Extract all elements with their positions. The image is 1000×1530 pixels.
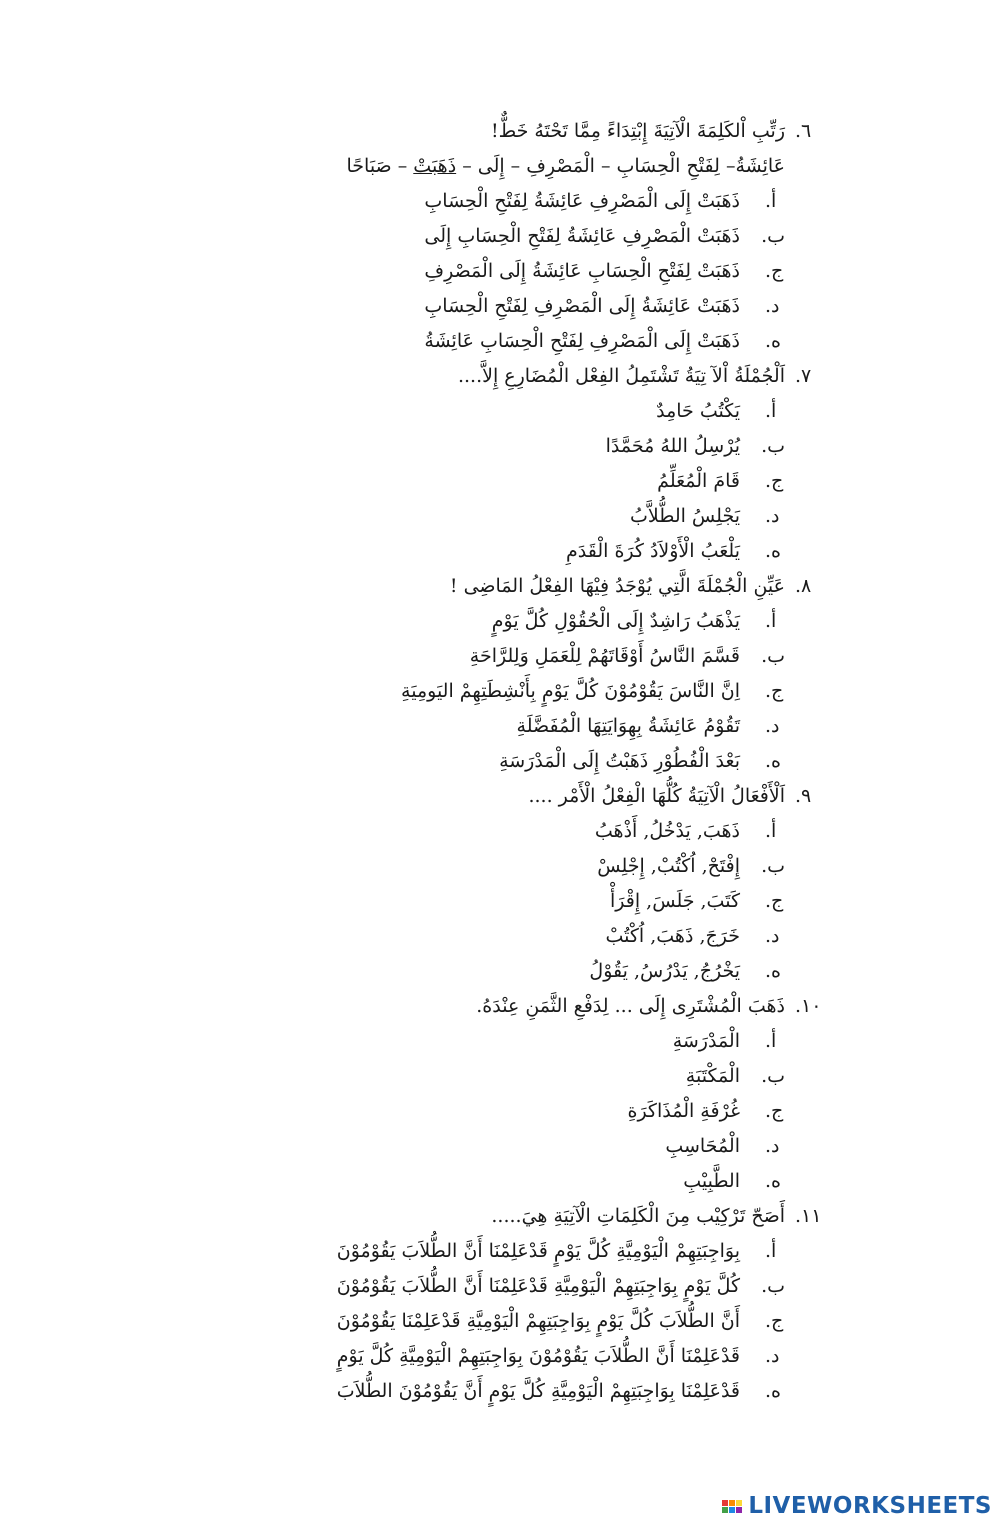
question-6-prompt: رَتِّبِ اْلكَلِمَةَ الْآتِيَةَ إِبْتِدَاءً مِمَّا تَحْتَهُ خَطٌّ! xyxy=(490,120,785,142)
logo-block xyxy=(729,1500,735,1506)
option-letter: ه. xyxy=(765,330,781,352)
logo-text: LIVEWORKSHEETS xyxy=(748,1493,992,1519)
option-letter: ج. xyxy=(765,470,784,492)
question-9-option-c[interactable]: كَتَبَ, جَلَسَ, إِقْرَأْ xyxy=(610,890,740,912)
question-8-option-e[interactable]: بَعْدَ الْفُطُوْرِ ذَهَبْتُ إِلَى الْمَدْرَسَةِ xyxy=(499,750,740,772)
option-letter: ب. xyxy=(761,1065,785,1087)
question-6-number: .٦ xyxy=(795,120,812,142)
question-10-option-b[interactable]: الْمَكْتَبَةِ xyxy=(685,1065,740,1087)
option-letter: ب. xyxy=(761,645,785,667)
logo-block xyxy=(736,1500,742,1506)
question-10-number: .١٠ xyxy=(795,995,822,1017)
question-11-prompt: أَصَحّ تَرْكِيْب مِنَ الْكَلِمَاتِ الْآتِيَةِ هِيَ..... xyxy=(491,1205,785,1227)
option-letter: أ. xyxy=(765,610,777,632)
option-letter: د. xyxy=(765,1135,780,1157)
question-11-option-d[interactable]: قَدْعَلِمْنَا أَنَّ الطُّلاَبَ يَقُوْمُوْنَ بِوَاجِبَتِهِمْ الْيَوْمِيَّةِ كُلَّ يَوْمٍ xyxy=(336,1345,740,1367)
question-7-option-b[interactable]: يُرْسِلُ اللهُ مُحَمَّدًا xyxy=(605,435,740,457)
question-10-prompt: ذَهَبَ الْمُشْتَرِى إِلَى ... لِدَفْعِ الثَّمَنِ عِنْدَهُ. xyxy=(476,995,785,1017)
option-letter: أ. xyxy=(765,1030,777,1052)
option-letter: ه. xyxy=(765,540,781,562)
question-7-option-e[interactable]: يَلْعَبُ الْأَوْلاَدُ كُرَةَ الْقَدَمِ xyxy=(565,540,740,562)
question-10-option-e[interactable]: الطَّبِيْبِ xyxy=(683,1170,740,1192)
question-11-option-a[interactable]: بِوَاجِبَتِهِمْ الْيَوْمِيَّةِ كُلَّ يَوْمٍ قَدْعَلِمْنَا أَنَّ الطُّلاَبَ يَقُوْمُوْنَ xyxy=(336,1240,740,1262)
option-letter: ه. xyxy=(765,1170,781,1192)
question-8-option-c[interactable]: اِنَّ النَّاسَ يَقُوْمُوْنَ كُلَّ يَوْمٍ بِأَنْشِطَتِهِمْ اليَومِيَةِ xyxy=(401,680,740,702)
option-letter: د. xyxy=(765,295,780,317)
question-9-option-a[interactable]: ذَهَبَ, يَدْخُلُ, أَذْهَبُ xyxy=(594,820,740,842)
question-11-number: .١١ xyxy=(795,1205,822,1227)
question-6-option-c[interactable]: ذَهَبَتْ لِفَتْحِ الْحِسَابِ عَائِشَةُ إِلَى الْمَصْرِفِ xyxy=(424,260,740,282)
question-10-option-d[interactable]: الْمُحَاسِبِ xyxy=(665,1135,740,1157)
option-letter: ب. xyxy=(761,1275,785,1297)
option-letter: د. xyxy=(765,715,780,737)
question-8-number: .٨ xyxy=(795,575,812,597)
question-10-option-c[interactable]: غُرْفَةِ الْمُذَاكَرَةِ xyxy=(627,1100,740,1122)
question-7-prompt: اَلْجُمْلَةُ اْلآ تِيَةُ تَشْتَمِلُ الفِعْل الْمُضَارِعِ إِلاَّ.... xyxy=(457,365,785,387)
question-8-prompt: عَيِّنِ الْجُمْلَةَ الَّتِي يُوْجَدُ فِيْهَا الفِعْلُ المَاضِى ! xyxy=(449,575,785,597)
logo-block xyxy=(722,1500,728,1506)
option-letter: ج. xyxy=(765,260,784,282)
question-7-number: .٧ xyxy=(795,365,812,387)
question-6-option-a[interactable]: ذَهَبَتْ إِلَى الْمَصْرِفِ عَائِشَةُ لِفَتْحِ الْحِسَابِ xyxy=(424,190,740,212)
logo-block xyxy=(736,1507,742,1513)
question-8-option-a[interactable]: يَذْهَبُ رَاشِدٌ إِلَى الْحُقُوْلِ كُلَّ يَوْمٍ xyxy=(491,610,740,632)
option-letter: ب. xyxy=(761,435,785,457)
question-9-option-d[interactable]: خَرَجَ, ذَهَبَ, اُكْتُبْ xyxy=(605,925,740,947)
question-9-option-b[interactable]: إِفْتَحْ, اُكْتُبْ, إِجْلِسْ xyxy=(597,855,740,877)
word-list-start: عَائِشَةُ– لِفَتْحِ الْحِسَابِ – الْمَصْرِفِ – إِلَى – xyxy=(456,155,785,177)
option-letter: ج. xyxy=(765,680,784,702)
word-list-end: – صَبَاحًا xyxy=(346,155,414,177)
logo-block xyxy=(722,1507,728,1513)
option-letter: أ. xyxy=(765,820,777,842)
word-list-underlined: ذَهَبَتْ xyxy=(413,155,457,177)
question-9-number: .٩ xyxy=(795,785,812,807)
option-letter: د. xyxy=(765,505,780,527)
question-8-option-d[interactable]: تَقُوْمُ عَائِشَةُ بِهِوَايَتِهَا الْمُفَضَّلَةِ xyxy=(516,715,740,737)
option-letter: أ. xyxy=(765,190,777,212)
option-letter: أ. xyxy=(765,1240,777,1262)
option-letter: ج. xyxy=(765,1100,784,1122)
logo-blocks-icon xyxy=(722,1500,742,1513)
question-8-option-b[interactable]: قَسَّمَ النَّاسُ أَوْقَاتَهُمْ لِلْعَمَلِ وَلِلرَّاحَةِ xyxy=(469,645,740,667)
question-6-option-d[interactable]: ذَهَبَتْ عَائِشَةُ إِلَى الْمَصْرِفِ لِفَتْحِ الْحِسَابِ xyxy=(424,295,740,317)
option-letter: د. xyxy=(765,1345,780,1367)
liveworksheets-logo[interactable] xyxy=(722,1492,992,1520)
option-letter: ج. xyxy=(765,890,784,912)
question-11-option-e[interactable]: قَدْعَلِمْنَا بِوَاجِبَتِهِمْ الْيَوْمِيَّةِ كُلَّ يَوْمٍ أَنَّ يَقُوْمُوْنَ الطُّلاَبَ xyxy=(336,1380,740,1402)
question-7-option-d[interactable]: يَجْلِسُ الطُّلاَّبُ xyxy=(630,505,740,527)
option-letter: ه. xyxy=(765,750,781,772)
question-7-option-a[interactable]: يَكْتُبُ حَامِدٌ xyxy=(656,400,740,422)
question-6-option-b[interactable]: ذَهَبَتْ الْمَصْرِفِ عَائِشَةُ لِفَتْحِ الْحِسَابِ إِلَى xyxy=(424,225,740,247)
question-7-option-c[interactable]: قَامَ الْمُعَلِّمُ xyxy=(657,470,740,492)
question-9-option-e[interactable]: يَخْرُجُ, يَدْرُسُ, يَقُوْلُ xyxy=(589,960,740,982)
question-9-prompt: اَلْأَفْعَالُ الْآتِيَةُ كُلُّهَا الْفِعْلُ الْأَمْر .... xyxy=(528,785,785,807)
option-letter: ه. xyxy=(765,1380,781,1402)
question-10-option-a[interactable]: الْمَدْرَسَةِ xyxy=(672,1030,740,1052)
logo-block xyxy=(729,1507,735,1513)
option-letter: أ. xyxy=(765,400,777,422)
option-letter: ه. xyxy=(765,960,781,982)
question-11-option-b[interactable]: كُلَّ يَوْمٍ بِوَاجِبَتِهِمْ الْيَوْمِيَّةِ قَدْعَلِمْنَا أَنَّ الطُّلاَبَ يَقُوْمُوْنَ xyxy=(336,1275,740,1297)
option-letter: ج. xyxy=(765,1310,784,1332)
option-letter: ب. xyxy=(761,225,785,247)
option-letter: ب. xyxy=(761,855,785,877)
question-11-option-c[interactable]: أَنَّ الطُّلاَبَ كُلَّ يَوْمٍ بِوَاجِبَتِهِمْ الْيَوْمِيَّةِ قَدْعَلِمْنَا يَقُوْمُوْنَ xyxy=(336,1310,740,1332)
question-6-word-list xyxy=(347,153,786,179)
question-6-option-e[interactable]: ذَهَبَتْ إِلَى الْمَصْرِفِ لِفَتْحِ الْحِسَابِ عَائِشَةُ xyxy=(424,330,740,352)
option-letter: د. xyxy=(765,925,780,947)
